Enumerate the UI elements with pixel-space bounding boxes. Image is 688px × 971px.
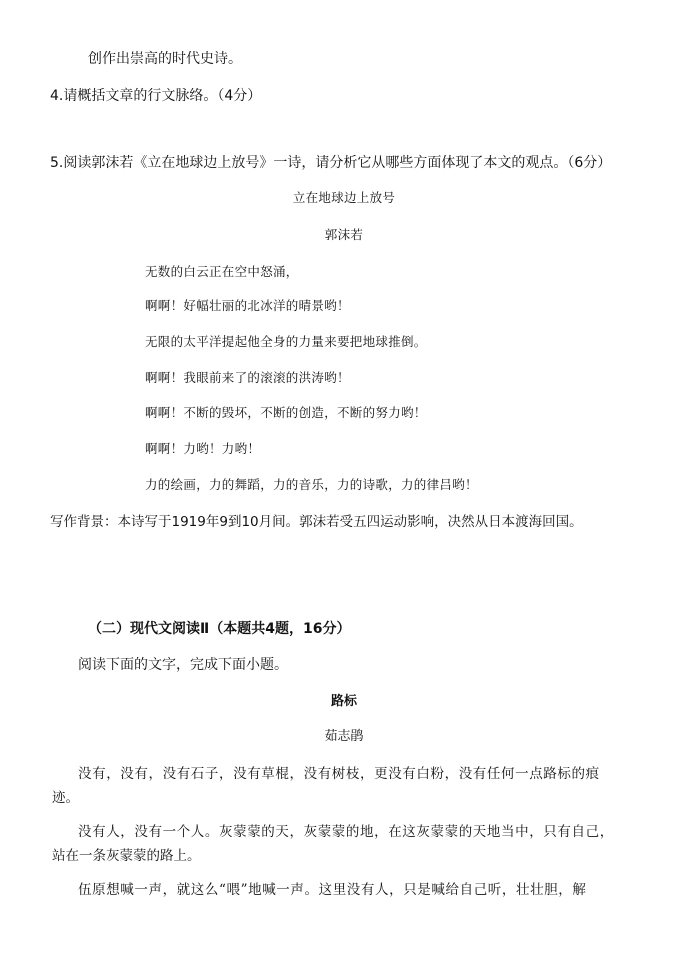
background-note: 写作背景：本诗写于1919年9到10月间。郭沫若受五四运动影响，决然从日本渡海回国。 bbox=[50, 514, 583, 530]
poem-line: 啊啊！我眼前来了的滚滚的洪涛哟！ bbox=[145, 370, 350, 385]
q4-tail-text: 创作出崇高的时代史诗。 bbox=[88, 51, 242, 67]
poem-author: 郭沫若 bbox=[324, 227, 364, 242]
paragraph-line: 没有，没有，没有石子，没有草棍，没有树枝，更没有白粉，没有任何一点路标的痕 bbox=[78, 766, 600, 782]
article-author: 茹志鹃 bbox=[324, 729, 364, 744]
paragraph-line: 站在一条灰蒙蒙的路上。 bbox=[52, 848, 201, 864]
poem-line: 无数的白云正在空中怒涌， bbox=[145, 264, 299, 279]
paragraph-line: 没有人，没有一个人。灰蒙蒙的天，灰蒙蒙的地，在这灰蒙蒙的天地当中，只有自己， bbox=[78, 824, 614, 840]
question-4: 4.请概括文章的行文脉络。（4分） bbox=[50, 88, 262, 104]
section-instruction: 阅读下面的文字，完成下面小题。 bbox=[78, 657, 288, 673]
poem-line: 啊啊！不断的毁坏，不断的创造，不断的努力哟！ bbox=[145, 405, 427, 420]
poem-line: 啊啊！好幅壮丽的北冰洋的晴景哟！ bbox=[145, 298, 350, 313]
paragraph-line: 伍原想喊一声，就这么“喂”地喊一声。这里没有人，只是喊给自己听，壮壮胆，解 bbox=[78, 882, 587, 898]
poem-title: 立在地球边上放号 bbox=[292, 190, 396, 205]
poem-line: 力的绘画，力的舞蹈，力的音乐，力的诗歌，力的律吕哟！ bbox=[145, 477, 478, 492]
section-heading: （二）现代文阅读Ⅱ（本题共4题，16分） bbox=[88, 621, 351, 637]
question-5: 5.阅读郭沫若《立在地球边上放号》一诗，请分析它从哪些方面体现了本文的观点。（6分） bbox=[50, 155, 612, 171]
article-title: 路标 bbox=[330, 694, 357, 709]
poem-line: 无限的太平洋提起他全身的力量来要把地球推倒。 bbox=[145, 334, 427, 349]
paragraph-line: 迹。 bbox=[52, 790, 79, 806]
poem-line: 啊啊！力哟！力哟！ bbox=[145, 441, 261, 456]
